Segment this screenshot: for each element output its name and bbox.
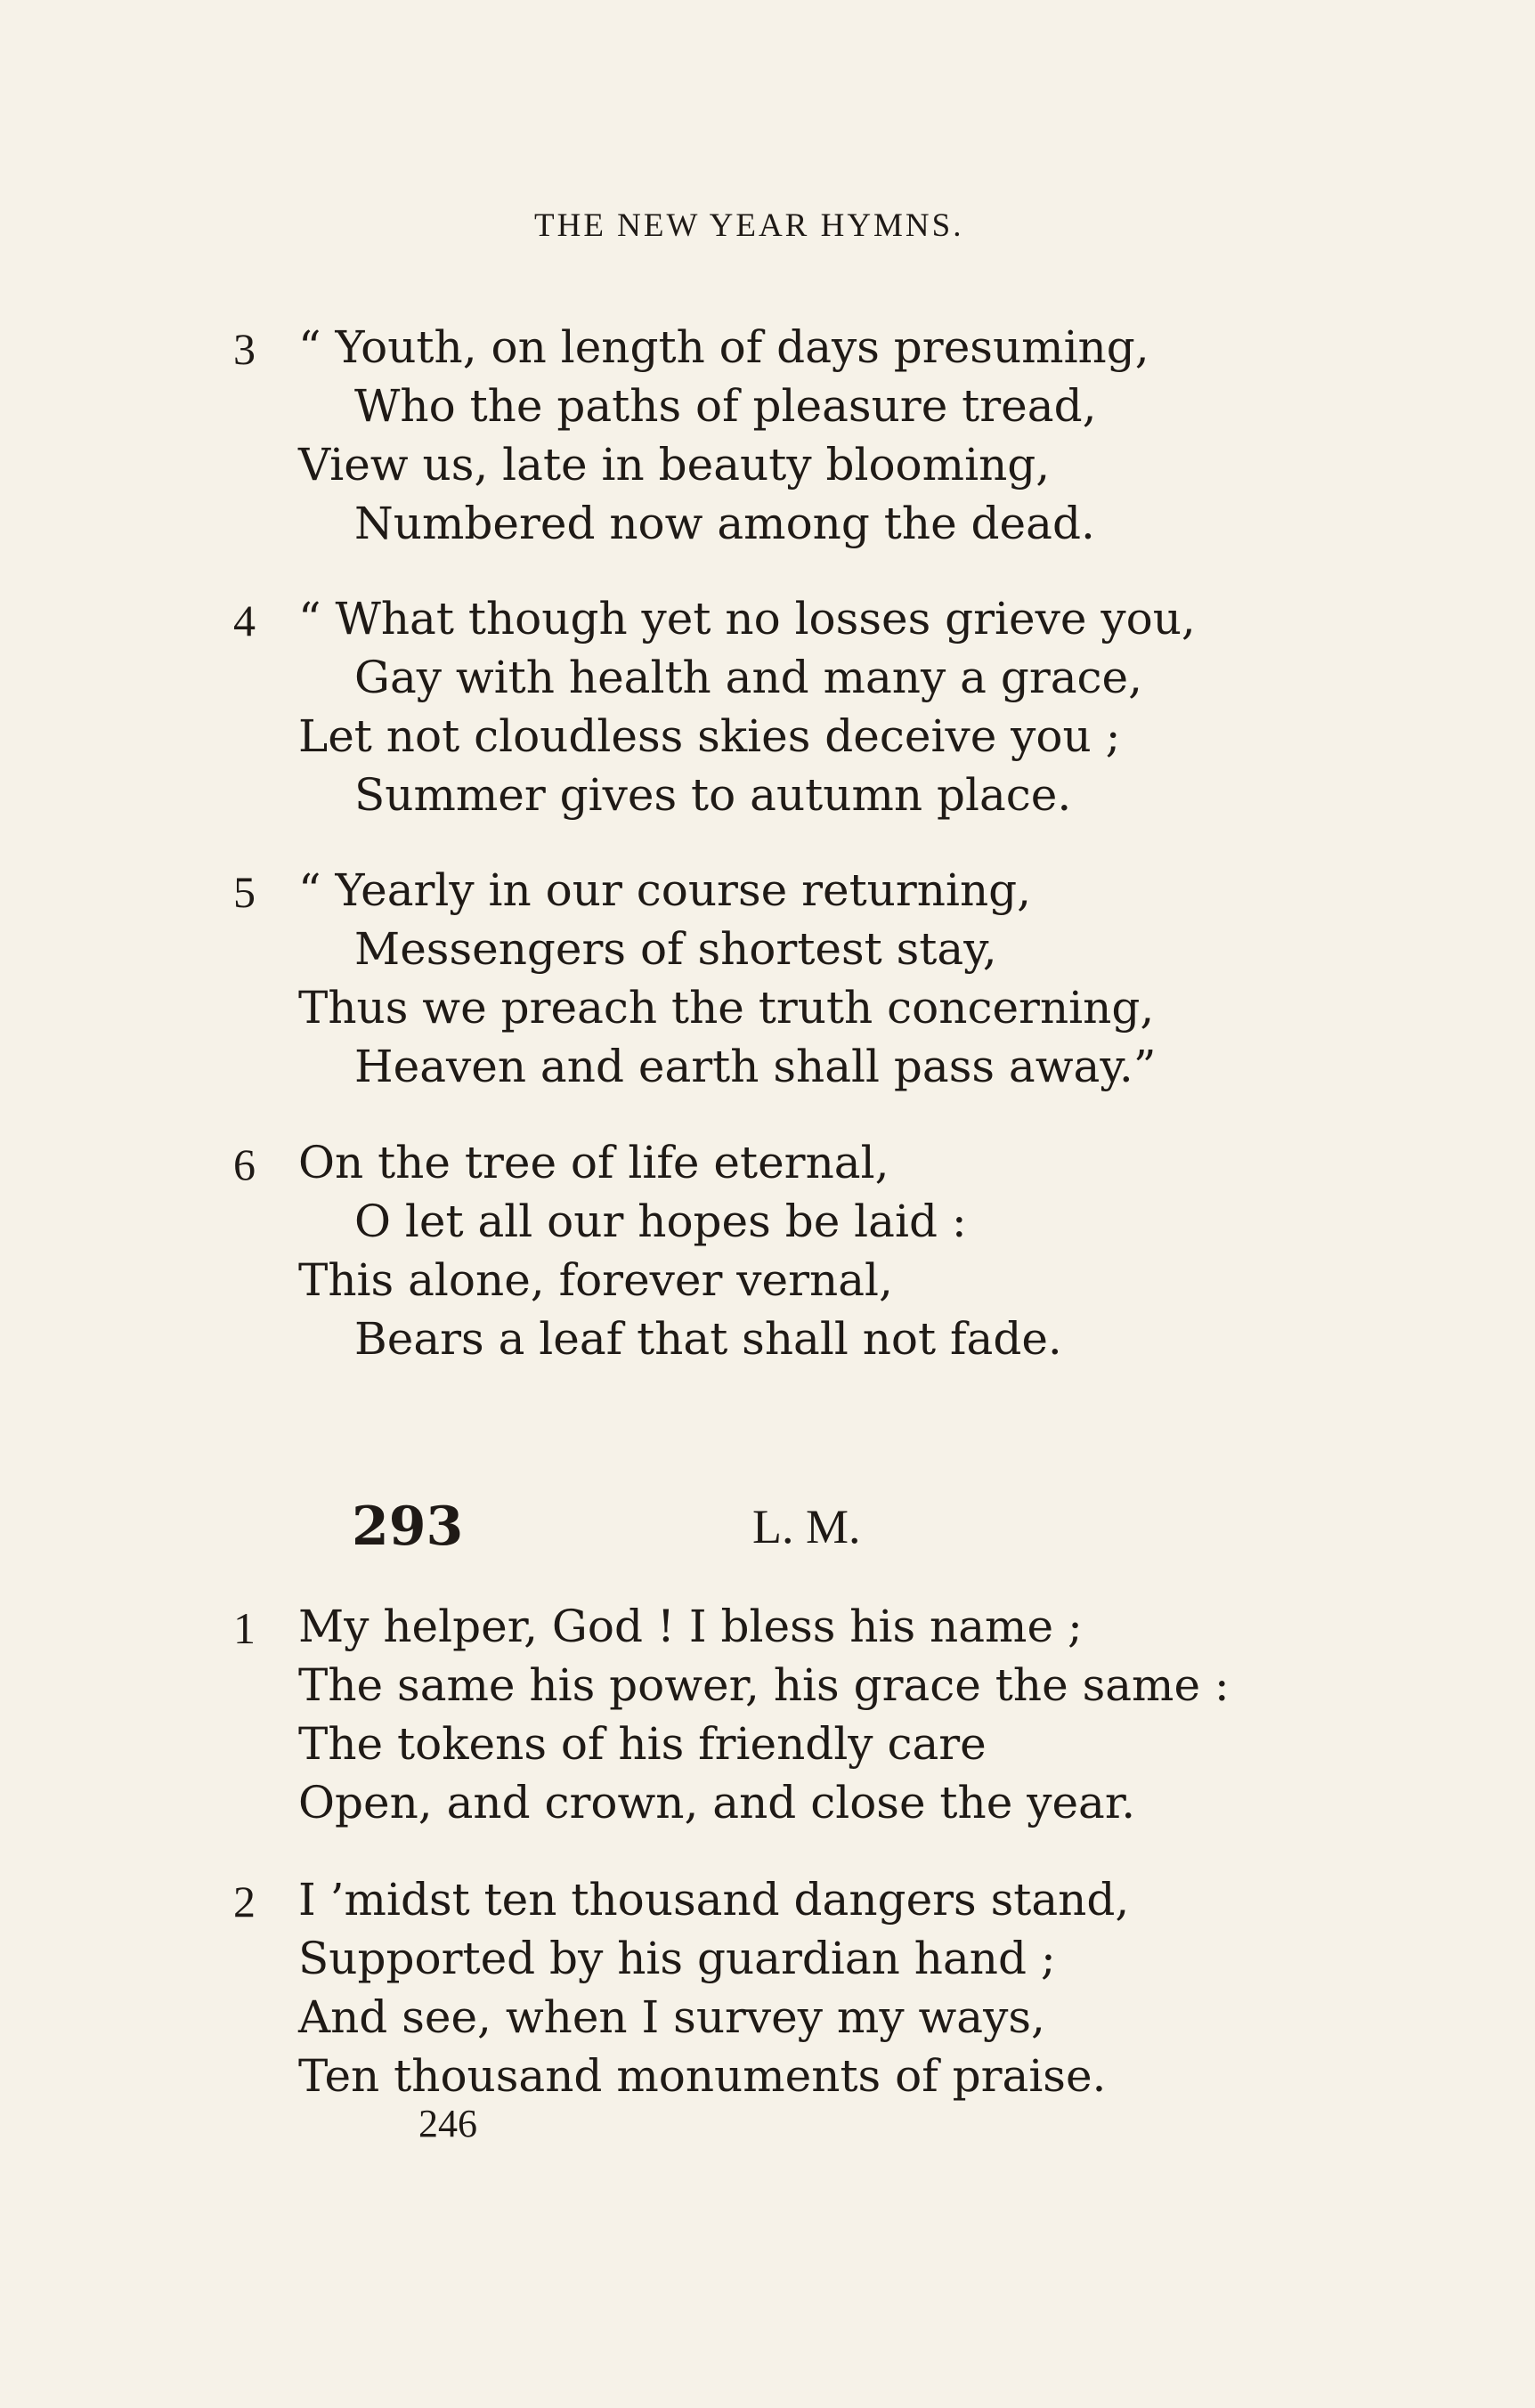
verse-line: “ Youth, on length of days presuming, xyxy=(298,321,1149,373)
verse-line: I ’midst ten thousand dangers stand, xyxy=(298,1874,1130,1926)
page-number: 246 xyxy=(418,2102,477,2145)
verse-number: 5 xyxy=(233,867,256,917)
verse-line: “ What though yet no losses grieve you, xyxy=(298,593,1196,645)
running-head: THE NEW YEAR HYMNS. xyxy=(534,207,964,244)
verse-line: Bears a leaf that shall not fade. xyxy=(354,1313,1062,1365)
verse-line: The same his power, his grace the same : xyxy=(298,1659,1230,1711)
verse-line: Supported by his guardian hand ; xyxy=(298,1933,1056,1984)
verse-line: “ Yearly in our course returning, xyxy=(298,864,1032,916)
verse-line: Open, and crown, and close the year. xyxy=(298,1777,1136,1828)
hymn-heading xyxy=(352,1496,1153,1567)
verse-line: This alone, forever vernal, xyxy=(298,1254,893,1306)
verse-line: Summer gives to autumn place. xyxy=(354,769,1072,821)
verse-line: View us, late in beauty blooming, xyxy=(298,439,1051,491)
verse-line: Ten thousand monuments of praise. xyxy=(298,2050,1107,2102)
hymn-number: 293 xyxy=(352,1496,464,1558)
verse-line: Who the paths of pleasure tread, xyxy=(354,380,1097,432)
verse-line: On the tree of life eternal, xyxy=(298,1137,889,1188)
verse-line: Messengers of shortest stay, xyxy=(354,923,997,975)
verse-number: 2 xyxy=(233,1877,256,1926)
verse-number: 4 xyxy=(233,596,256,645)
verse-line: The tokens of his friendly care xyxy=(298,1718,987,1770)
hymn-meter: L. M. xyxy=(752,1500,861,1553)
verse-line: And see, when I survey my ways, xyxy=(298,1991,1045,2043)
verse-line: Heaven and earth shall pass away.” xyxy=(354,1041,1157,1092)
verse-number: 3 xyxy=(233,324,256,374)
verse-line: Thus we preach the truth concerning, xyxy=(298,982,1155,1034)
verse-line: My helper, God ! I bless his name ; xyxy=(298,1601,1083,1652)
verse-number: 6 xyxy=(233,1139,256,1189)
verse-line: Gay with health and many a grace, xyxy=(354,652,1143,703)
verse-number: 1 xyxy=(233,1603,256,1653)
verse-line: Let not cloudless skies deceive you ; xyxy=(298,710,1121,762)
verse-line: O let all our hopes be laid : xyxy=(354,1196,967,1247)
verse-line: Numbered now among the dead. xyxy=(354,498,1095,549)
